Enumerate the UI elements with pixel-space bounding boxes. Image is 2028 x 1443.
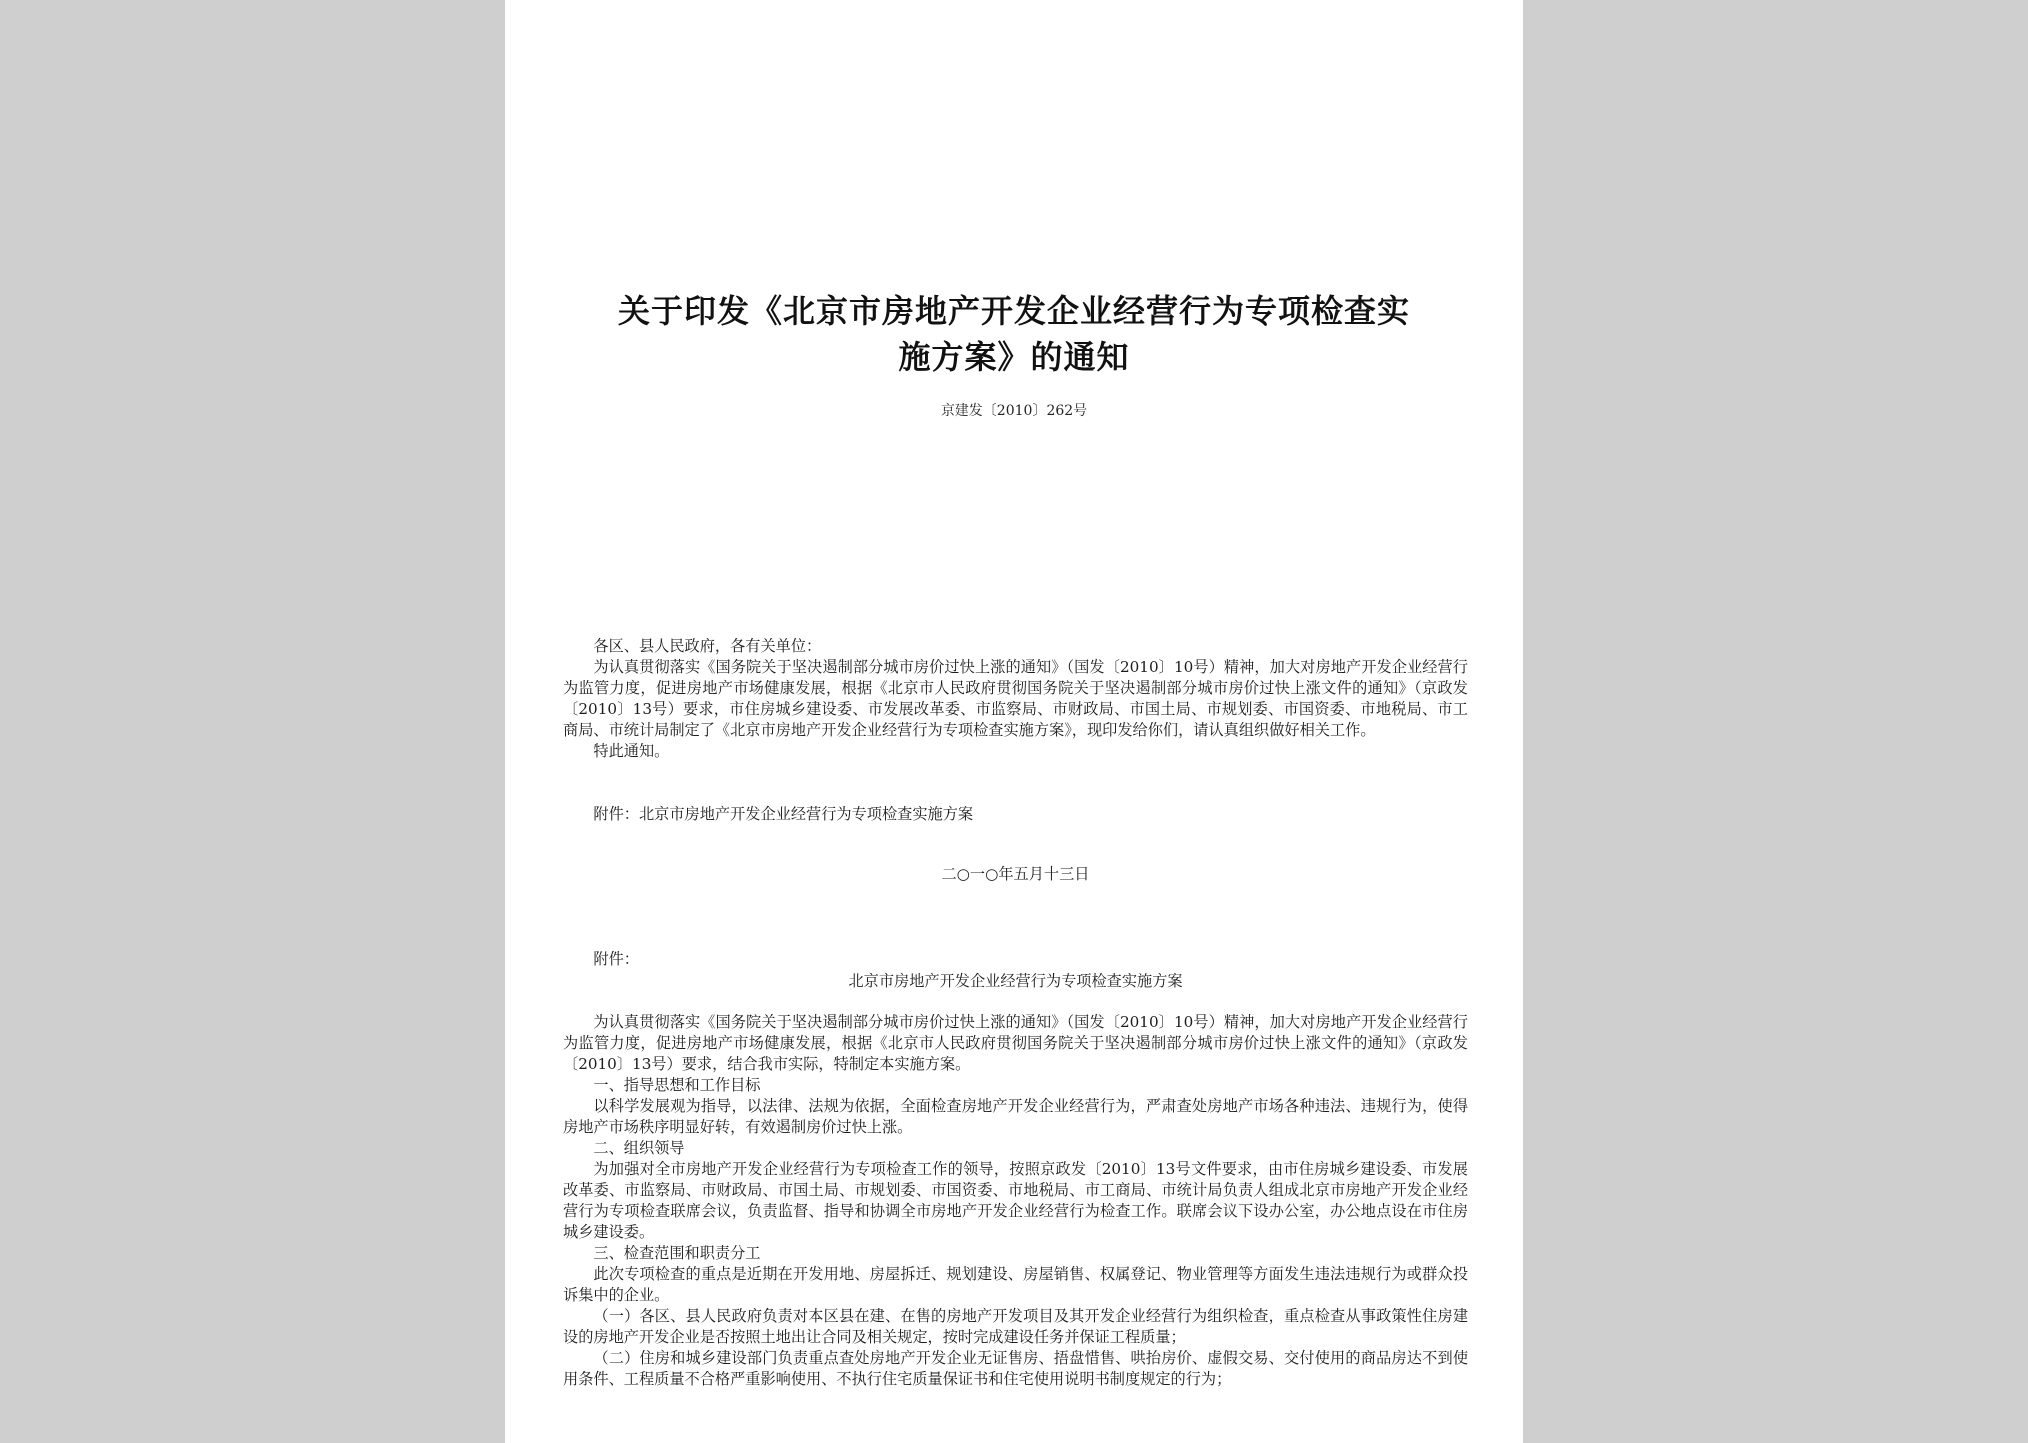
section-2-text: 为加强对全市房地产开发企业经营行为专项检查工作的领导，按照京政发〔2010〕13号文件要求，由市住房城乡建设委、市发展改革委、市监察局、市财政局、市国土局、市规划委、市国资委、市地税局、市工商局、市统计局负责人组成北京市房地产开发企业经营行为专项检查联席会议，负责监督、指导和协调全市房地产开发企业经营行为检查工作。联席会议下设办公室，办公地点设在市住房城乡建设委。 bbox=[563, 1160, 1468, 1241]
title-line-2: 施方案》的通知 bbox=[898, 338, 1130, 376]
issue-date: 二○一○年五月十三日 bbox=[941, 865, 1090, 883]
appendix-label: 附件： bbox=[593, 950, 639, 968]
document-number: 京建发〔2010〕262号 bbox=[940, 403, 1088, 419]
attachment-line: 附件：北京市房地产开发企业经营行为专项检查实施方案 bbox=[593, 805, 974, 823]
title-line-1: 关于印发《北京市房地产开发企业经营行为专项检查实 bbox=[617, 292, 1410, 330]
appendix-intro: 为认真贯彻落实《国务院关于坚决遏制部分城市房价过快上涨的通知》（国发〔2010〕10号）精神，加大对房地产开发企业经营行为监管力度，促进房地产市场健康发展，根据《北京市人民政府贯彻国务院关于坚决遏制部分城市房价过快上涨文件的通知》（京政发〔2010〕13号）要求，结合我市实际，特制定本实施方案。 bbox=[563, 1013, 1468, 1073]
section-1-text: 以科学发展观为指导，以法律、法规为依据，全面检查房地产开发企业经营行为，严肃查处房地产市场各种违法、违规行为，使得房地产市场秩序明显好转，有效遏制房价过快上涨。 bbox=[563, 1097, 1468, 1136]
notice-closing: 特此通知。 bbox=[593, 742, 670, 760]
appendix-title: 北京市房地产开发企业经营行为专项检查实施方案 bbox=[848, 972, 1183, 990]
notice-body bbox=[563, 636, 1468, 762]
section-3-item-2: （二）住房和城乡建设部门负责重点查处房地产开发企业无证售房、捂盘惜售、哄抬房价、虚假交易、交付使用的商品房达不到使用条件、工程质量不合格严重影响使用、不执行住宅质量保证书和住宅使用说明书制度规定的行为； bbox=[563, 1349, 1468, 1388]
section-2-heading: 二、组织领导 bbox=[593, 1139, 685, 1157]
section-1-heading: 一、指导思想和工作目标 bbox=[593, 1076, 761, 1094]
notice-paragraph: 为认真贯彻落实《国务院关于坚决遏制部分城市房价过快上涨的通知》（国发〔2010〕10号）精神，加大对房地产开发企业经营行为监管力度，促进房地产市场健康发展，根据《北京市人民政府贯彻国务院关于坚决遏制部分城市房价过快上涨文件的通知》（京政发〔2010〕13号）要求，市住房城乡建设委、市发展改革委、市监察局、市财政局、市国土局、市规划委、市国资委、市地税局、市工商局、市统计局制定了《北京市房地产开发企业经营行为专项检查实施方案》，现印发给你们，请认真组织做好相关工作。 bbox=[563, 658, 1468, 739]
salutation: 各区、县人民政府，各有关单位： bbox=[593, 637, 822, 655]
section-3-heading: 三、检查范围和职责分工 bbox=[593, 1244, 761, 1262]
section-3-text: 此次专项检查的重点是近期在开发用地、房屋拆迁、规划建设、房屋销售、权属登记、物业管理等方面发生违法违规行为或群众投诉集中的企业。 bbox=[563, 1265, 1468, 1304]
document-title bbox=[545, 288, 1483, 380]
appendix-body bbox=[563, 949, 1468, 1390]
section-3-item-1: （一）各区、县人民政府负责对本区县在建、在售的房地产开发项目及其开发企业经营行为组织检查，重点检查从事政策性住房建设的房地产开发企业是否按照土地出让合同及相关规定，按时完成建设任务并保证工程质量； bbox=[563, 1307, 1468, 1346]
attachment-line-block bbox=[563, 804, 1468, 825]
document-page bbox=[505, 0, 1523, 1443]
date-block bbox=[563, 864, 1468, 885]
